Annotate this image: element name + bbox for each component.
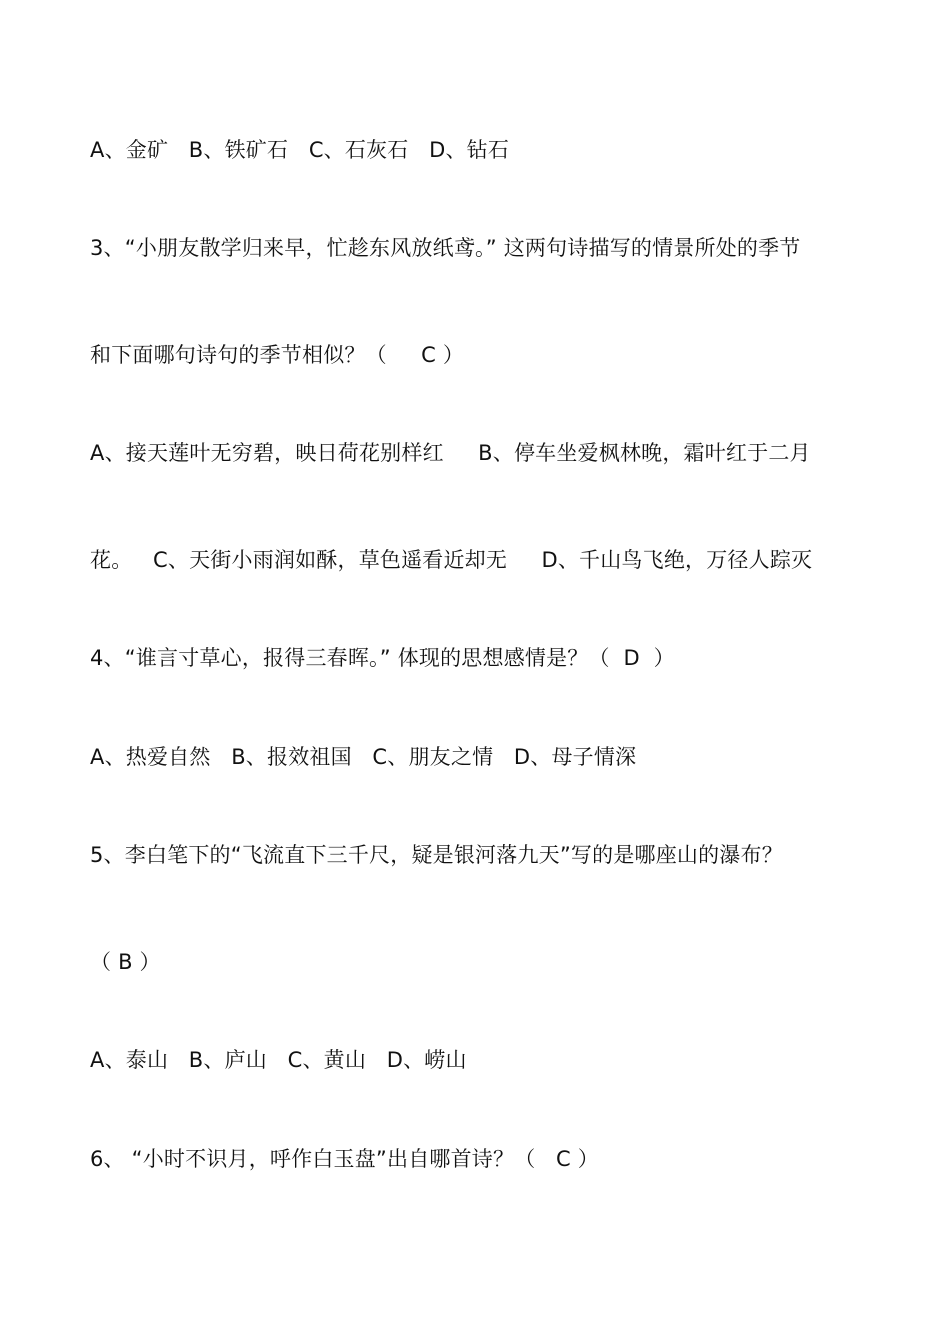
q4-options-line: A、热爱自然 B、报效祖国 C、朋友之情 D、母子情深 [90,745,637,769]
q3-question-line-2: 和下面哪句诗句的季节相似？（ C ） [90,343,465,367]
q6-question-line: 6、 “小时不识月，呼作白玉盘”出自哪首诗？（ C ） [90,1147,599,1171]
q3-options-line-1: A、接天莲叶无穷碧，映日荷花别样红 B、停车坐爱枫林晚，霜叶红于二月 [90,441,811,465]
q5-options-line: A、泰山 B、庐山 C、黄山 D、崂山 [90,1048,467,1072]
q4-question-line: 4、“谁言寸草心，报得三春晖。” 体现的思想感情是？（ D ） [90,646,675,670]
q3-options-line-2: 花。 C、天街小雨润如酥，草色遥看近却无 D、千山鸟飞绝，万径人踪灭 [90,548,813,572]
q5-question-line-2: （ B ） [90,950,161,974]
q3-question-line-1: 3、“小朋友散学归来早，忙趁东风放纸鸢。” 这两句诗描写的情景所处的季节 [90,236,801,260]
q5-question-line-1: 5、李白笔下的“飞流直下三千尺，疑是银河落九天”写的是哪座山的瀑布？ [90,843,783,867]
q2-options-line: A、金矿 B、铁矿石 C、石灰石 D、钻石 [90,138,510,162]
